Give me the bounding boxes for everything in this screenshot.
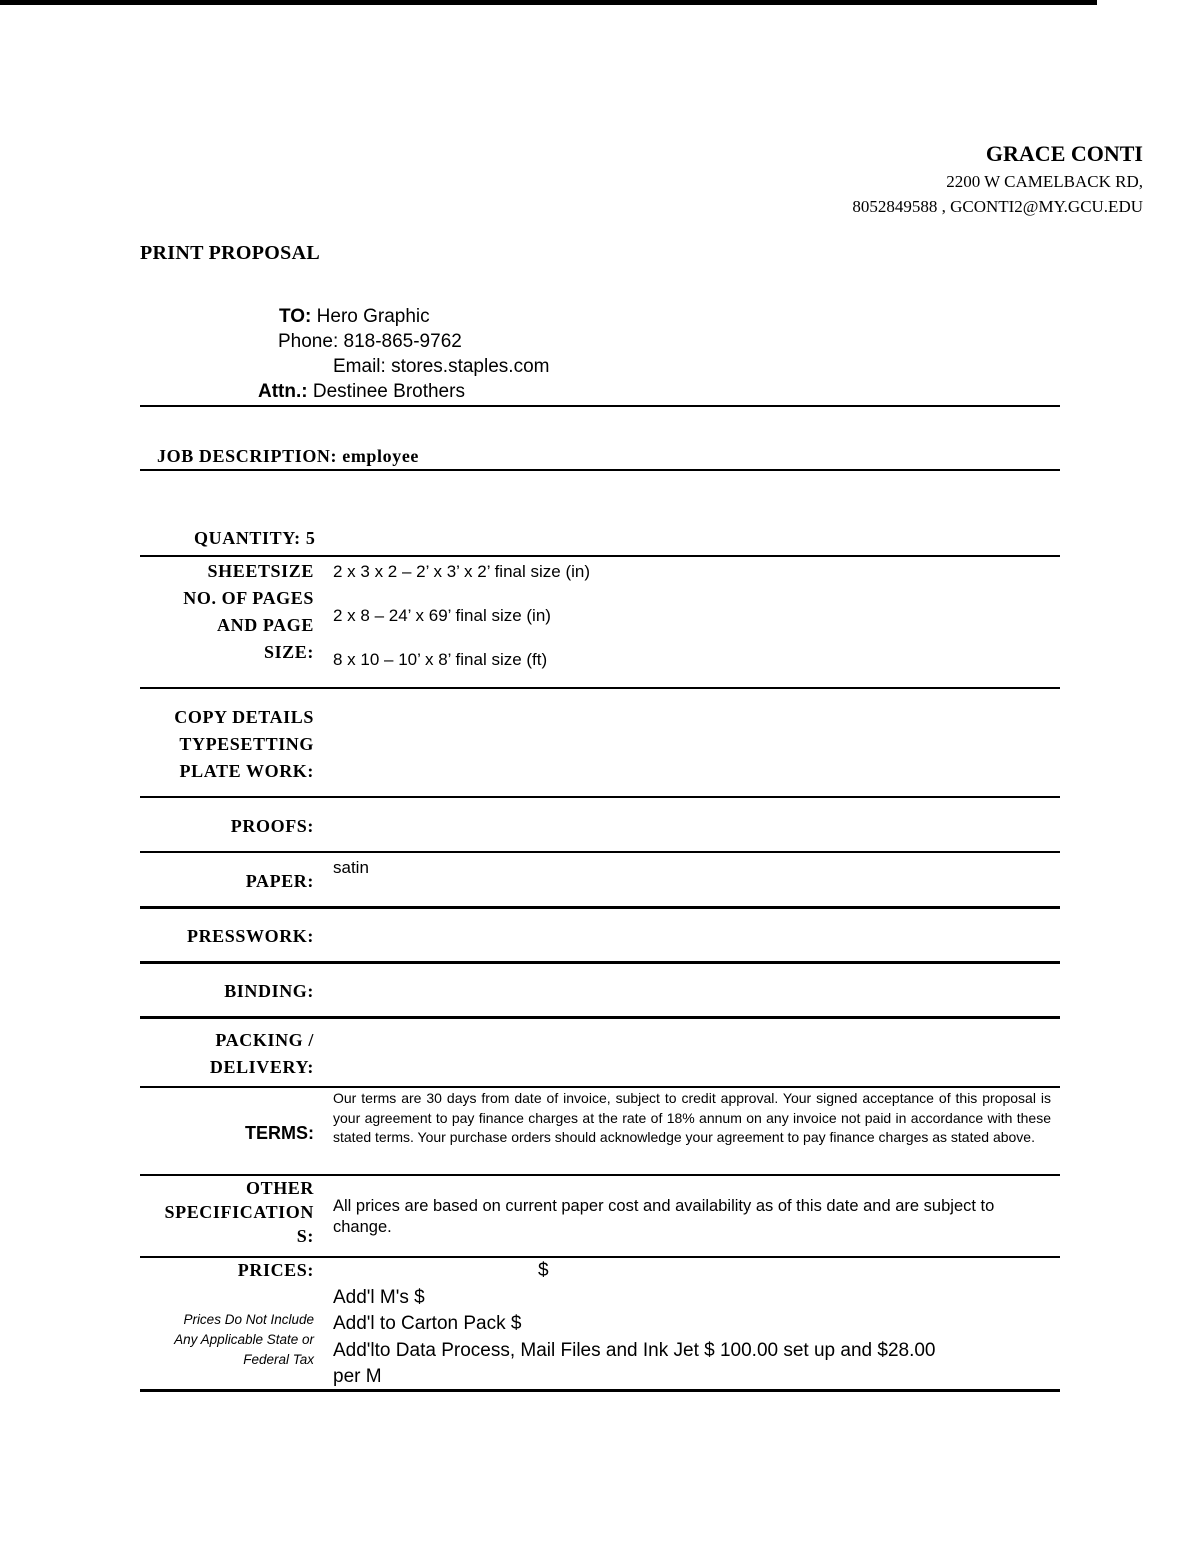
other-spec-text: All prices are based on current paper cost and availability as of this date and are subject to change. xyxy=(333,1197,995,1236)
sheetsize-value: 8 x 10 – 10’ x 8’ final size (ft) xyxy=(333,650,548,669)
presswork-divider xyxy=(140,961,1060,964)
tax-note-line: Prices Do Not Include xyxy=(183,1312,314,1327)
terms-text: Our terms are 30 days from date of invoice, subject to credit approval. Your signed acceptance of this proposal is your agreement to pay finance charges at the rate of 18% annum on any invoice not paid in accordance with these stated terms. Your purchase orders should acknowledge your agreement to pay finance charges as stated above. xyxy=(333,1090,1051,1145)
prices-label: PRICES: xyxy=(237,1260,314,1280)
paper-label: PAPER: xyxy=(245,871,314,891)
header-divider xyxy=(0,0,1097,5)
proofs-divider xyxy=(140,851,1060,853)
copy-details-divider xyxy=(140,796,1060,798)
binding-divider xyxy=(140,1016,1060,1019)
attn-value: Destinee Brothers xyxy=(312,381,465,402)
terms-label: TERMS: xyxy=(245,1123,314,1143)
packing-label xyxy=(210,1027,314,1081)
sheetsize-label-line: SHEETSIZE xyxy=(207,561,314,581)
packing-label-line: PACKING / xyxy=(215,1030,314,1050)
recipient-divider xyxy=(140,405,1060,407)
other-spec-label xyxy=(165,1176,315,1248)
attn-line xyxy=(258,381,465,403)
prices-divider xyxy=(140,1389,1060,1392)
quantity: QUANTITY: 5 xyxy=(194,528,316,548)
price-line: Add'lto Data Process, Mail Files and Ink Jet $ 100.00 set up and $28.00 xyxy=(333,1340,936,1361)
to-line xyxy=(279,306,430,328)
sheetsize-label-line: SIZE: xyxy=(263,642,314,662)
price-line: $ xyxy=(538,1260,549,1281)
to-value: Hero Graphic xyxy=(316,306,430,327)
packing-divider xyxy=(140,1086,1060,1088)
sheetsize-label-line: NO. OF PAGES xyxy=(183,588,314,608)
sender-name: GRACE CONTI xyxy=(985,141,1143,166)
sender-contact: 8052849588 , GCONTI2@MY.GCU.EDU xyxy=(852,197,1143,216)
copy-details-line: COPY DETAILS xyxy=(174,707,314,727)
tax-note-line: Federal Tax xyxy=(243,1352,314,1367)
page-title: PRINT PROPOSAL xyxy=(140,242,320,264)
price-line: per M xyxy=(333,1366,382,1387)
other-spec-label-line: SPECIFICATION xyxy=(164,1202,314,1222)
job-divider xyxy=(140,469,1060,471)
prices-tax-note xyxy=(174,1310,314,1370)
price-line: Add'l M's $ xyxy=(333,1287,425,1308)
job-description: JOB DESCRIPTION: employee xyxy=(157,446,419,466)
paper-value: satin xyxy=(333,858,369,877)
paper-divider xyxy=(140,906,1060,909)
binding-label: BINDING: xyxy=(224,981,314,1001)
copy-details-label xyxy=(174,704,314,785)
presswork-label: PRESSWORK: xyxy=(186,926,314,946)
copy-details-line: PLATE WORK: xyxy=(179,761,314,781)
email-line: Email: stores.staples.com xyxy=(333,356,550,377)
to-label: TO: xyxy=(279,306,312,327)
sheetsize-label-line: AND PAGE xyxy=(217,615,314,635)
sheetsize-value: 2 x 3 x 2 – 2’ x 3’ x 2’ final size (in) xyxy=(333,562,590,581)
phone-line: Phone: 818-865-9762 xyxy=(278,331,462,352)
quantity-divider xyxy=(140,555,1060,557)
other-spec-label-line: OTHER xyxy=(245,1178,314,1198)
sheetsize-value: 2 x 8 – 24’ x 69’ final size (in) xyxy=(333,606,551,625)
other-spec-label-line: S: xyxy=(296,1226,314,1246)
tax-note-line: Any Applicable State or xyxy=(174,1332,314,1347)
sheetsize-label xyxy=(183,558,314,666)
proofs-label: PROOFS: xyxy=(230,816,314,836)
attn-label: Attn.: xyxy=(258,381,308,402)
copy-details-line: TYPESETTING xyxy=(179,734,314,754)
sheetsize-divider xyxy=(140,687,1060,689)
price-line: Add'l to Carton Pack $ xyxy=(333,1313,522,1334)
sender-address: 2200 W CAMELBACK RD, xyxy=(946,172,1143,191)
packing-label-line: DELIVERY: xyxy=(209,1057,314,1077)
